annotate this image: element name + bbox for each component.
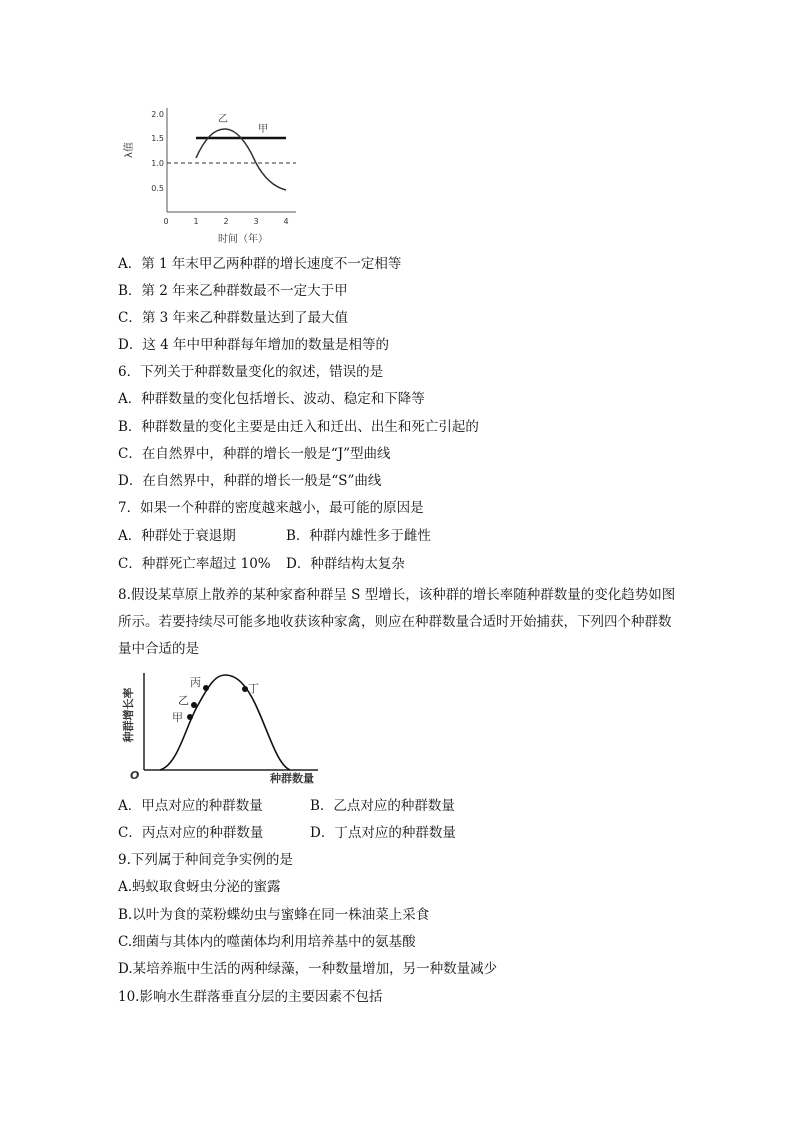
- q9-option-b: B.以叶为食的菜粉蝶幼虫与蜜蜂在同一株油菜上采食: [118, 907, 430, 923]
- figure2-point-jia: [187, 714, 193, 720]
- q6-option-b: B．种群数量的变化主要是由迁入和迁出、出生和死亡引起的: [118, 419, 479, 435]
- q8-option-a: A．甲点对应的种群数量: [118, 798, 263, 814]
- q8-option-b: B．乙点对应的种群数量: [310, 798, 455, 814]
- figure1-jia-label: 甲: [258, 124, 268, 135]
- q8-stem: 8.假设某草原上散养的某种家畜种群呈 S 型增长，该种群的增长率随种群数量的变化趋势如图所示。若要持续尽可能多地收获该种家禽，则应在种群数量合适时开始捕获，下列四个种群数量中合适的是: [118, 587, 676, 657]
- q9-option-c: C.细菌与其体内的噬菌体均利用培养基中的氨基酸: [118, 934, 416, 950]
- q7-option-c: C．种群死亡率超过 10%: [118, 556, 271, 572]
- q6-option-c: C．在自然界中，种群的增长一般是“J”型曲线: [118, 446, 391, 462]
- figure2-label-yi: 乙: [178, 694, 189, 707]
- q7-option-b: B．种群内雄性多于雌性: [286, 528, 431, 544]
- figure1-x-tick-4: 4: [283, 217, 289, 226]
- q7-stem: 7．如果一个种群的密度越来越小，最可能的原因是: [118, 500, 424, 516]
- lambda-time-figure: [118, 100, 318, 250]
- figure2-point-bing: [203, 685, 209, 691]
- q7-option-a: A．种群处于衰退期: [118, 528, 236, 544]
- figure1-x-tick-0: 0: [163, 217, 169, 226]
- q10-stem: 10.影响水生群落垂直分层的主要因素不包括: [118, 989, 383, 1005]
- figure2-y-axis-label: 种群增长率: [122, 687, 135, 743]
- q6-stem: 6．下列关于种群数量变化的叙述，错误的是: [118, 364, 384, 380]
- figure2-x-axis-label: 种群数量: [270, 772, 314, 785]
- q9-stem: 9.下列属于种间竞争实例的是: [118, 852, 293, 868]
- q6-option-d: D．在自然界中，种群的增长一般是“S”曲线: [118, 473, 382, 489]
- q9-option-a: A.蚂蚁取食蚜虫分泌的蜜露: [118, 879, 281, 895]
- figure1-y-axis-label: λ值: [124, 142, 135, 158]
- figure1-x-axis-label: 时间（年）: [218, 234, 268, 245]
- figure1-y-tick-1.0: 1.0: [151, 159, 164, 168]
- figure2-label-bing: 丙: [190, 676, 201, 689]
- figure2-point-yi: [191, 702, 197, 708]
- figure2-origin-label: O: [130, 769, 140, 782]
- q7-option-d: D．种群结构太复杂: [286, 556, 405, 572]
- figure2-label-jia: 甲: [172, 711, 183, 724]
- figure1-y-tick-0.5: 0.5: [151, 184, 164, 193]
- q8-option-d: D．丁点对应的种群数量: [310, 825, 456, 841]
- figure1-x-tick-1: 1: [193, 217, 199, 226]
- q5-option-a: A．第 1 年末甲乙两种群的增长速度不一定相等: [118, 256, 402, 272]
- q6-option-a: A．种群数量的变化包括增长、波动、稳定和下降等: [118, 391, 425, 407]
- q8-option-c: C．丙点对应的种群数量: [118, 825, 264, 841]
- growth-rate-figure: [118, 665, 338, 790]
- q5-option-d: D．这 4 年中甲种群每年增加的数量是相等的: [118, 337, 389, 353]
- q5-option-b: B．第 2 年来乙种群数最不一定大于甲: [118, 283, 348, 299]
- figure1-y-tick-2.0: 2.0: [151, 110, 164, 119]
- figure1-y-tick-1.5: 1.5: [151, 134, 164, 143]
- figure1-x-tick-2: 2: [223, 217, 229, 226]
- q5-option-c: C．第 3 年来乙种群数量达到了最大值: [118, 310, 349, 326]
- figure2-label-ding: 丁: [248, 682, 259, 695]
- q9-option-d: D.某培养瓶中生活的两种绿藻，一种数量增加，另一种数量减少: [118, 961, 498, 977]
- figure1-yi-label: 乙: [218, 114, 228, 125]
- figure1-x-tick-3: 3: [253, 217, 259, 226]
